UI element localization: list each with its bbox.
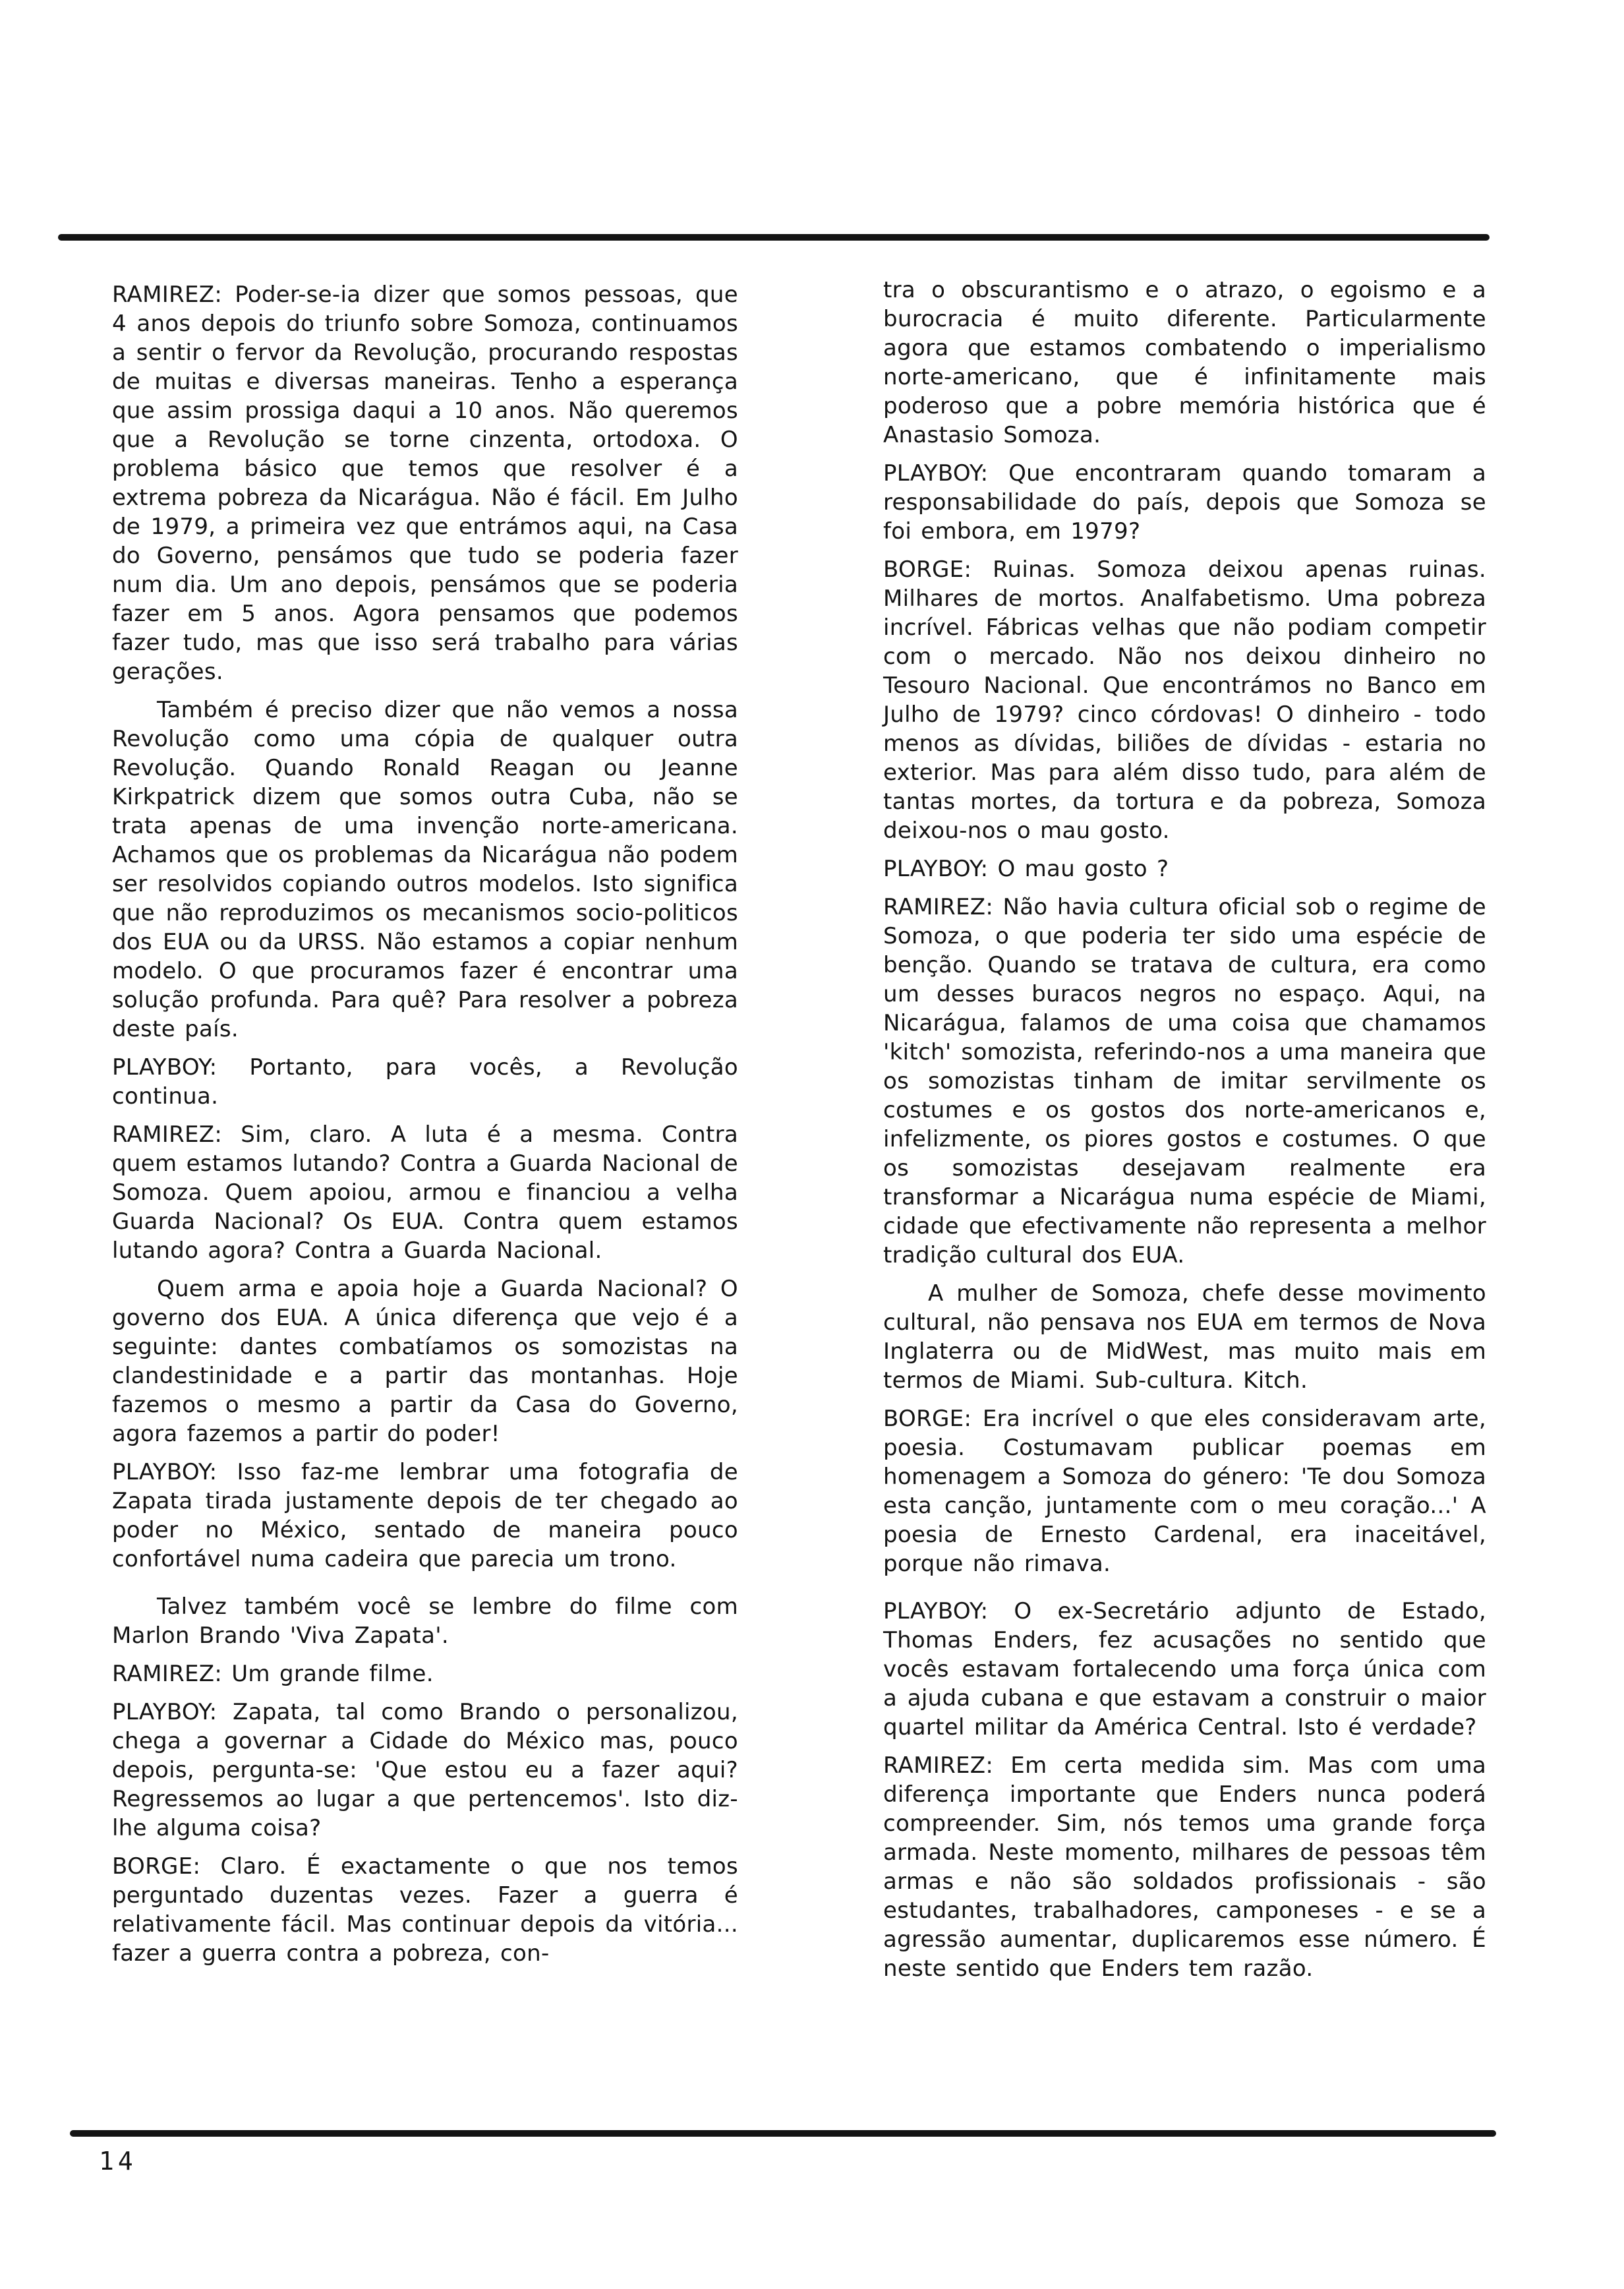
paragraph bbox=[112, 1852, 738, 1968]
paragraph-text: Poder-se-ia dizer que somos pessoas, que 4 anos depois do triunfo sobre Somoza, continuamos a sentir o fervor da Revolução, procurando respostas de muitas e diversas maneiras. Tenho a esperança que assim prossiga daqui a 10 anos. Não queremos que a Revolução se torne cinzenta, ortodoxa. O problema básico que temos que resolver é a extrema pobreza da Nicarágua. Não é fácil. Em Julho de 1979, a primeira vez que entrámos aqui, na Casa do Governo, pensámos que tudo se poderia fazer num dia. Um ano depois, pensámos que se poderia fazer em 5 anos. Agora pensamos que podemos fazer tudo, mas que isso será trabalho para várias gerações. bbox=[112, 282, 738, 685]
paragraph-text: Claro. É exactamente o que nos temos perguntado duzentas vezes. Fazer a guerra é relativamente fácil. Mas continuar depois da vitória... fazer a guerra contra a pobreza, con- bbox=[112, 1853, 738, 1967]
paragraph bbox=[883, 459, 1486, 546]
speaker-label: PLAYBOY: bbox=[112, 1459, 218, 1485]
paragraph-text: tra o obscurantismo e o atrazo, o egoismo e a burocracia é muito diferente. Particularmente agora que estamos combatendo o imperialismo norte-americano, que é infinitamente mais poderoso que a pobre memória histórica que é Anastasio Somoza. bbox=[883, 277, 1486, 448]
paragraph-text: A mulher de Somoza, chefe desse movimento cultural, não pensava nos EUA em termos de Nova Inglaterra ou de MidWest, mas muito mais em termos de Miami. Sub-cultura. Kitch. bbox=[883, 1280, 1486, 1394]
paragraph bbox=[883, 1279, 1486, 1395]
paragraph bbox=[112, 1698, 738, 1843]
paragraph bbox=[112, 280, 738, 686]
speaker-label: PLAYBOY: bbox=[883, 856, 989, 882]
paragraph bbox=[112, 696, 738, 1044]
paragraph bbox=[883, 1597, 1486, 1742]
top-rule bbox=[58, 234, 1490, 241]
paragraph bbox=[883, 893, 1486, 1270]
paragraph bbox=[112, 1458, 738, 1574]
speaker-label: PLAYBOY: bbox=[883, 1598, 989, 1624]
paragraph-text: Sim, claro. A luta é a mesma. Contra quem estamos lutando? Contra a Guarda Nacional de Somoza. Quem apoiou, armou e financiou a velha Guarda Nacional? Os EUA. Contra quem estamos lutando agora? Contra a Guarda Nacional. bbox=[112, 1121, 738, 1264]
right-column bbox=[883, 276, 1486, 1992]
paragraph-text: Talvez também você se lembre do filme com Marlon Brando 'Viva Zapata'. bbox=[112, 1593, 738, 1649]
paragraph bbox=[883, 276, 1486, 450]
paragraph-text: Portanto, para vocês, a Revolução continua. bbox=[112, 1054, 738, 1110]
paragraph-text: Não havia cultura oficial sob o regime de Somoza, o que poderia ter sido uma espécie de benção. Quando se tratava de cultura, era como um desses buracos negros no espaço. Aqui, na Nicarágua, falamos de uma coisa que chamamos 'kitch' somozista, referindo-nos a uma maneira que os somozistas tinham de imitar servilmente os costumes e os gostos dos norte-americanos e, infelizmente, os piores gostos e costumes. O que os somozistas desejavam realmente era transformar a Nicarágua numa espécie de Miami, cidade que efectivamente não representa a melhor tradição cultural dos EUA. bbox=[883, 894, 1486, 1268]
paragraph-text: Zapata, tal como Brando o personalizou, chega a governar a Cidade do México mas, pouco depois, pergunta-se: 'Que estou eu a fazer aqui? Regressemos ao lugar a que pertencemos'. Isto diz-lhe alguma coisa? bbox=[112, 1699, 738, 1841]
paragraph bbox=[112, 1659, 738, 1688]
paragraph bbox=[112, 1274, 738, 1448]
speaker-label: RAMIREZ: bbox=[112, 1121, 223, 1148]
paragraph bbox=[112, 1053, 738, 1111]
paragraph-text: Quem arma e apoia hoje a Guarda Nacional? O governo dos EUA. A única diferença que vejo é a seguinte: dantes combatíamos os somozistas na clandestinidade e a partir das montanhas. Hoje fazemos o mesmo a partir da Casa do Governo, agora fazemos a partir do poder! bbox=[112, 1276, 738, 1447]
paragraph-text: Que encontraram quando tomaram a responsabilidade do país, depois que Somoza se foi embora, em 1979? bbox=[883, 460, 1486, 545]
speaker-label: RAMIREZ: bbox=[112, 282, 223, 308]
speaker-label: BORGE: bbox=[883, 556, 972, 583]
page-number: 14 bbox=[99, 2147, 137, 2176]
paragraph-text: O ex-Secretário adjunto de Estado, Thomas Enders, fez acusações no sentido que vocês estavam fortalecendo uma força única com a ajuda cubana e que estavam a construir o maior quartel militar da América Central. Isto é verdade? bbox=[883, 1598, 1486, 1740]
paragraph-text: Em certa medida sim. Mas com uma diferença importante que Enders nunca poderá compreender. Sim, nós temos uma grande força armada. Neste momento, milhares de pessoas têm armas e não são soldados profissionais - são estudantes, trabalhadores, camponeses - e se a agressão aumentar, duplicaremos esse número. É neste sentido que Enders tem razão. bbox=[883, 1752, 1486, 1982]
paragraph-text: Isso faz-me lembrar uma fotografia de Zapata tirada justamente depois de ter chegado ao poder no México, sentado de maneira pouco confortável numa cadeira que parecia um trono. bbox=[112, 1459, 739, 1572]
speaker-label: PLAYBOY: bbox=[883, 460, 989, 487]
paragraph bbox=[112, 1592, 738, 1650]
speaker-label: RAMIREZ: bbox=[112, 1661, 223, 1687]
bottom-rule bbox=[70, 2130, 1496, 2137]
speaker-label: RAMIREZ: bbox=[883, 1752, 994, 1779]
speaker-label: BORGE: bbox=[112, 1853, 201, 1880]
paragraph bbox=[883, 555, 1486, 845]
speaker-label: BORGE: bbox=[883, 1406, 972, 1432]
paragraph bbox=[883, 854, 1486, 883]
paragraph bbox=[883, 1404, 1486, 1578]
left-column bbox=[112, 280, 738, 1977]
speaker-label: PLAYBOY: bbox=[112, 1699, 218, 1725]
paragraph-text: Também é preciso dizer que não vemos a nossa Revolução como uma cópia de qualquer outra Revolução. Quando Ronald Reagan ou Jeanne Kirkpatrick dizem que somos outra Cuba, não se trata apenas de uma invenção norte-americana. Achamos que os problemas da Nicarágua não podem ser resolvidos copiando outros modelos. Isto significa que não reproduzimos os mecanismos socio-politicos dos EUA ou da URSS. Não estamos a copiar nenhum modelo. O que procuramos fazer é encontrar uma solução profunda. Para quê? Para resolver a pobreza deste país. bbox=[112, 697, 738, 1042]
paragraph-text: Um grande filme. bbox=[231, 1661, 434, 1687]
speaker-label: PLAYBOY: bbox=[112, 1054, 218, 1081]
speaker-label: RAMIREZ: bbox=[883, 894, 994, 920]
paragraph-text: Era incrível o que eles consideravam arte, poesia. Costumavam publicar poemas em homenagem a Somoza do género: 'Te dou Somoza esta canção, juntamente com o meu coração...' A poesia de Ernesto Cardenal, era inaceitável, porque não rimava. bbox=[883, 1406, 1486, 1577]
paragraph-text: O mau gosto ? bbox=[997, 856, 1169, 882]
paragraph bbox=[112, 1120, 738, 1265]
paragraph-text: Ruinas. Somoza deixou apenas ruinas. Milhares de mortos. Analfabetismo. Uma pobreza incrível. Fábricas velhas que não podiam competir com o mercado. Não nos deixou dinheiro no Tesouro Nacional. Que encontrámos no Banco em Julho de 1979? cinco córdovas! O dinheiro - todo menos as dívidas, biliões de dívidas - estaria no exterior. Mas para além disso tudo, para além de tantas mortes, da tortura e da pobreza, Somoza deixou-nos o mau gosto. bbox=[883, 556, 1486, 844]
paragraph bbox=[883, 1751, 1486, 1983]
